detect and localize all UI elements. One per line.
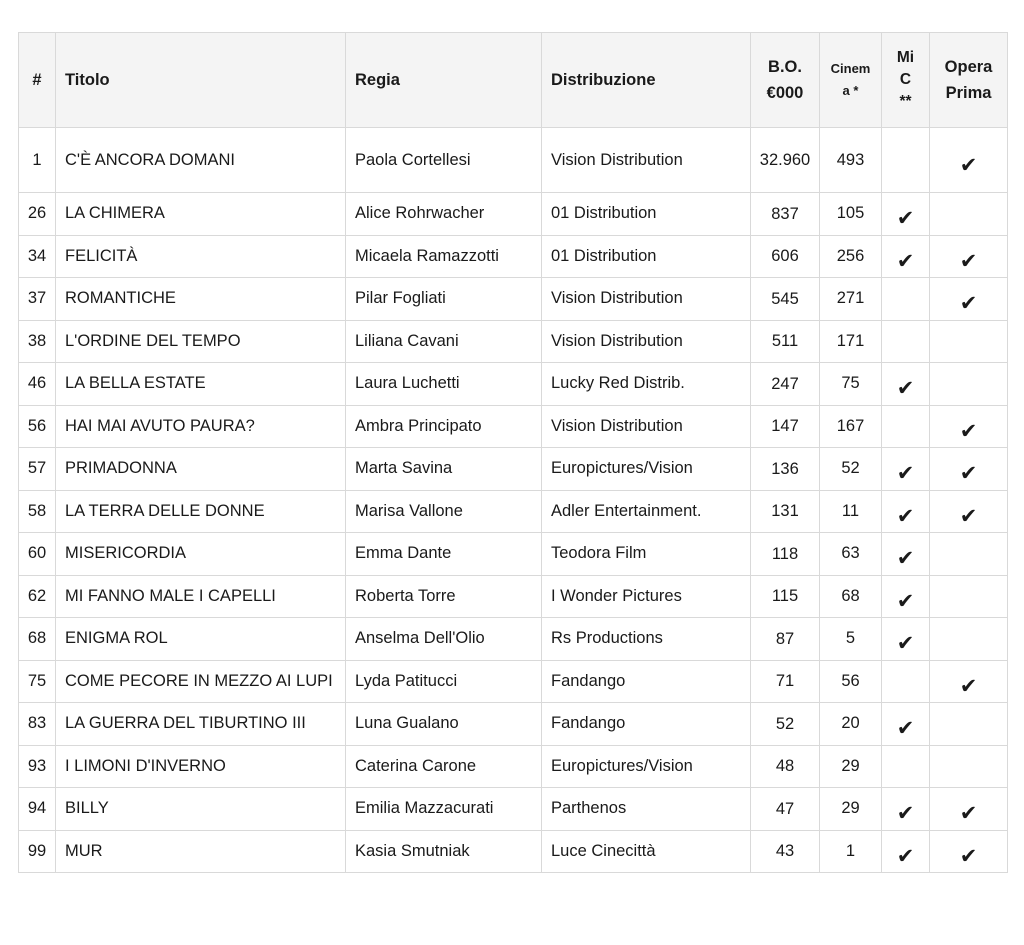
header-mic-line2: C (899, 71, 912, 89)
box-office-cell: 87 (751, 618, 820, 661)
director-cell: Micaela Ramazzotti (346, 235, 542, 278)
title-cell: FELICITÀ (56, 235, 346, 278)
opera-prima-cell (930, 320, 1008, 363)
director-cell: Roberta Torre (346, 575, 542, 618)
header-cinema-line1: Cinem (830, 60, 871, 76)
distributor-cell: Fandango (542, 660, 751, 703)
checkmark-icon: ✔ (896, 547, 915, 571)
table-row (19, 193, 1008, 236)
header-opera-line2: Prima (945, 84, 992, 102)
director-cell: Luna Gualano (346, 703, 542, 746)
mic-cell (882, 128, 930, 193)
table-row (19, 830, 1008, 873)
header-cinema (820, 33, 882, 128)
cinema-cell: 68 (820, 575, 882, 618)
cinema-cell: 29 (820, 745, 882, 788)
rank-cell: 94 (19, 788, 56, 831)
table-body (19, 128, 1008, 873)
table-row (19, 235, 1008, 278)
distributor-cell: Parthenos (542, 788, 751, 831)
header-cinema-line2: a * (842, 83, 859, 98)
checkmark-icon: ✔ (959, 504, 978, 528)
opera-prima-cell (930, 235, 1008, 278)
header-mic-line3: ** (899, 92, 912, 110)
table-row (19, 278, 1008, 321)
checkmark-icon: ✔ (959, 802, 978, 826)
rank-cell: 26 (19, 193, 56, 236)
cinema-cell: 105 (820, 193, 882, 236)
header-opera-line1: Opera (944, 57, 993, 76)
checkmark-icon: ✔ (896, 377, 915, 401)
title-cell: LA BELLA ESTATE (56, 363, 346, 406)
title-cell: L'ORDINE DEL TEMPO (56, 320, 346, 363)
header-director: Regia (346, 33, 542, 128)
title-cell: BILLY (56, 788, 346, 831)
distributor-cell: Europictures/Vision (542, 745, 751, 788)
mic-cell (882, 448, 930, 491)
checkmark-icon: ✔ (896, 462, 915, 486)
cinema-cell: 271 (820, 278, 882, 321)
opera-prima-cell (930, 830, 1008, 873)
distributor-cell: Rs Productions (542, 618, 751, 661)
box-office-cell: 32.960 (751, 128, 820, 193)
title-cell: MUR (56, 830, 346, 873)
distributor-cell: Adler Entertainment. (542, 490, 751, 533)
checkmark-icon: ✔ (959, 674, 978, 698)
table-row (19, 745, 1008, 788)
checkmark-icon: ✔ (896, 249, 915, 273)
rank-cell: 58 (19, 490, 56, 533)
title-cell: LA TERRA DELLE DONNE (56, 490, 346, 533)
cinema-cell: 1 (820, 830, 882, 873)
title-cell: HAI MAI AVUTO PAURA? (56, 405, 346, 448)
checkmark-icon: ✔ (896, 589, 915, 613)
title-cell: C'È ANCORA DOMANI (56, 128, 346, 193)
table-row (19, 128, 1008, 193)
mic-cell (882, 618, 930, 661)
title-cell: LA CHIMERA (56, 193, 346, 236)
table-row (19, 533, 1008, 576)
rank-cell: 75 (19, 660, 56, 703)
cinema-cell: 29 (820, 788, 882, 831)
director-cell: Alice Rohrwacher (346, 193, 542, 236)
rank-cell: 60 (19, 533, 56, 576)
header-mic-line1: Mi (896, 49, 915, 67)
box-office-cell: 43 (751, 830, 820, 873)
checkmark-icon: ✔ (959, 462, 978, 486)
cinema-cell: 493 (820, 128, 882, 193)
table-row (19, 448, 1008, 491)
box-office-cell: 545 (751, 278, 820, 321)
table-row (19, 618, 1008, 661)
checkmark-icon: ✔ (896, 632, 915, 656)
box-office-cell: 136 (751, 448, 820, 491)
director-cell: Emilia Mazzacurati (346, 788, 542, 831)
rank-cell: 93 (19, 745, 56, 788)
header-title: Titolo (56, 33, 346, 128)
opera-prima-cell (930, 405, 1008, 448)
box-office-cell: 606 (751, 235, 820, 278)
rank-cell: 38 (19, 320, 56, 363)
opera-prima-cell (930, 363, 1008, 406)
table-row (19, 703, 1008, 746)
checkmark-icon: ✔ (959, 419, 978, 443)
rank-cell: 62 (19, 575, 56, 618)
checkmark-icon: ✔ (959, 292, 978, 316)
rank-cell: 46 (19, 363, 56, 406)
cinema-cell: 52 (820, 448, 882, 491)
checkmark-icon: ✔ (959, 249, 978, 273)
cinema-cell: 5 (820, 618, 882, 661)
opera-prima-cell (930, 533, 1008, 576)
director-cell: Ambra Principato (346, 405, 542, 448)
opera-prima-cell (930, 618, 1008, 661)
director-cell: Marta Savina (346, 448, 542, 491)
table-row (19, 575, 1008, 618)
table-row (19, 405, 1008, 448)
mic-cell (882, 660, 930, 703)
distributor-cell: Fandango (542, 703, 751, 746)
table-header-row (19, 33, 1008, 128)
title-cell: PRIMADONNA (56, 448, 346, 491)
distributor-cell: Vision Distribution (542, 405, 751, 448)
director-cell: Kasia Smutniak (346, 830, 542, 873)
rank-cell: 1 (19, 128, 56, 193)
mic-cell (882, 363, 930, 406)
cinema-cell: 56 (820, 660, 882, 703)
director-cell: Paola Cortellesi (346, 128, 542, 193)
mic-cell (882, 490, 930, 533)
mic-cell (882, 830, 930, 873)
cinema-cell: 167 (820, 405, 882, 448)
title-cell: MISERICORDIA (56, 533, 346, 576)
distributor-cell: Lucky Red Distrib. (542, 363, 751, 406)
box-office-cell: 511 (751, 320, 820, 363)
title-cell: ROMANTICHE (56, 278, 346, 321)
opera-prima-cell (930, 703, 1008, 746)
distributor-cell: Vision Distribution (542, 320, 751, 363)
mic-cell (882, 278, 930, 321)
table-row (19, 490, 1008, 533)
opera-prima-cell (930, 193, 1008, 236)
distributor-cell: Luce Cinecittà (542, 830, 751, 873)
title-cell: COME PECORE IN MEZZO AI LUPI (56, 660, 346, 703)
distributor-cell: 01 Distribution (542, 193, 751, 236)
opera-prima-cell (930, 448, 1008, 491)
box-office-cell: 48 (751, 745, 820, 788)
checkmark-icon: ✔ (896, 207, 915, 231)
mic-cell (882, 745, 930, 788)
checkmark-icon: ✔ (896, 844, 915, 868)
table-row (19, 363, 1008, 406)
opera-prima-cell (930, 788, 1008, 831)
cinema-cell: 256 (820, 235, 882, 278)
box-office-cell: 47 (751, 788, 820, 831)
checkmark-icon: ✔ (896, 802, 915, 826)
header-rank: # (19, 33, 56, 128)
rank-cell: 34 (19, 235, 56, 278)
director-cell: Marisa Vallone (346, 490, 542, 533)
table-row (19, 788, 1008, 831)
rank-cell: 57 (19, 448, 56, 491)
rank-cell: 56 (19, 405, 56, 448)
table-row (19, 320, 1008, 363)
box-office-cell: 52 (751, 703, 820, 746)
distributor-cell: Teodora Film (542, 533, 751, 576)
opera-prima-cell (930, 575, 1008, 618)
director-cell: Laura Luchetti (346, 363, 542, 406)
mic-cell (882, 703, 930, 746)
header-distributor: Distribuzione (542, 33, 751, 128)
title-cell: I LIMONI D'INVERNO (56, 745, 346, 788)
checkmark-icon: ✔ (959, 153, 978, 177)
distributor-cell: Vision Distribution (542, 278, 751, 321)
cinema-cell: 63 (820, 533, 882, 576)
checkmark-icon: ✔ (896, 717, 915, 741)
director-cell: Anselma Dell'Olio (346, 618, 542, 661)
mic-cell (882, 405, 930, 448)
box-office-cell: 131 (751, 490, 820, 533)
director-cell: Lyda Patitucci (346, 660, 542, 703)
rank-cell: 68 (19, 618, 56, 661)
rank-cell: 37 (19, 278, 56, 321)
checkmark-icon: ✔ (959, 844, 978, 868)
distributor-cell: Vision Distribution (542, 128, 751, 193)
opera-prima-cell (930, 660, 1008, 703)
films-table (18, 32, 1008, 873)
title-cell: MI FANNO MALE I CAPELLI (56, 575, 346, 618)
opera-prima-cell (930, 128, 1008, 193)
mic-cell (882, 788, 930, 831)
cinema-cell: 11 (820, 490, 882, 533)
table-row (19, 660, 1008, 703)
mic-cell (882, 320, 930, 363)
checkmark-icon: ✔ (896, 504, 915, 528)
director-cell: Emma Dante (346, 533, 542, 576)
title-cell: ENIGMA ROL (56, 618, 346, 661)
opera-prima-cell (930, 745, 1008, 788)
opera-prima-cell (930, 278, 1008, 321)
director-cell: Caterina Carone (346, 745, 542, 788)
mic-cell (882, 575, 930, 618)
header-box-office-line2: €000 (766, 84, 804, 102)
box-office-cell: 115 (751, 575, 820, 618)
cinema-cell: 20 (820, 703, 882, 746)
distributor-cell: 01 Distribution (542, 235, 751, 278)
header-box-office (751, 33, 820, 128)
cinema-cell: 171 (820, 320, 882, 363)
distributor-cell: Europictures/Vision (542, 448, 751, 491)
header-opera-prima (930, 33, 1008, 128)
box-office-cell: 247 (751, 363, 820, 406)
box-office-cell: 837 (751, 193, 820, 236)
title-cell: LA GUERRA DEL TIBURTINO III (56, 703, 346, 746)
rank-cell: 99 (19, 830, 56, 873)
director-cell: Pilar Fogliati (346, 278, 542, 321)
header-mic (882, 33, 930, 128)
header-box-office-line1: B.O. (768, 57, 802, 76)
distributor-cell: I Wonder Pictures (542, 575, 751, 618)
rank-cell: 83 (19, 703, 56, 746)
cinema-cell: 75 (820, 363, 882, 406)
box-office-cell: 71 (751, 660, 820, 703)
mic-cell (882, 533, 930, 576)
mic-cell (882, 193, 930, 236)
box-office-cell: 147 (751, 405, 820, 448)
director-cell: Liliana Cavani (346, 320, 542, 363)
opera-prima-cell (930, 490, 1008, 533)
mic-cell (882, 235, 930, 278)
box-office-cell: 118 (751, 533, 820, 576)
